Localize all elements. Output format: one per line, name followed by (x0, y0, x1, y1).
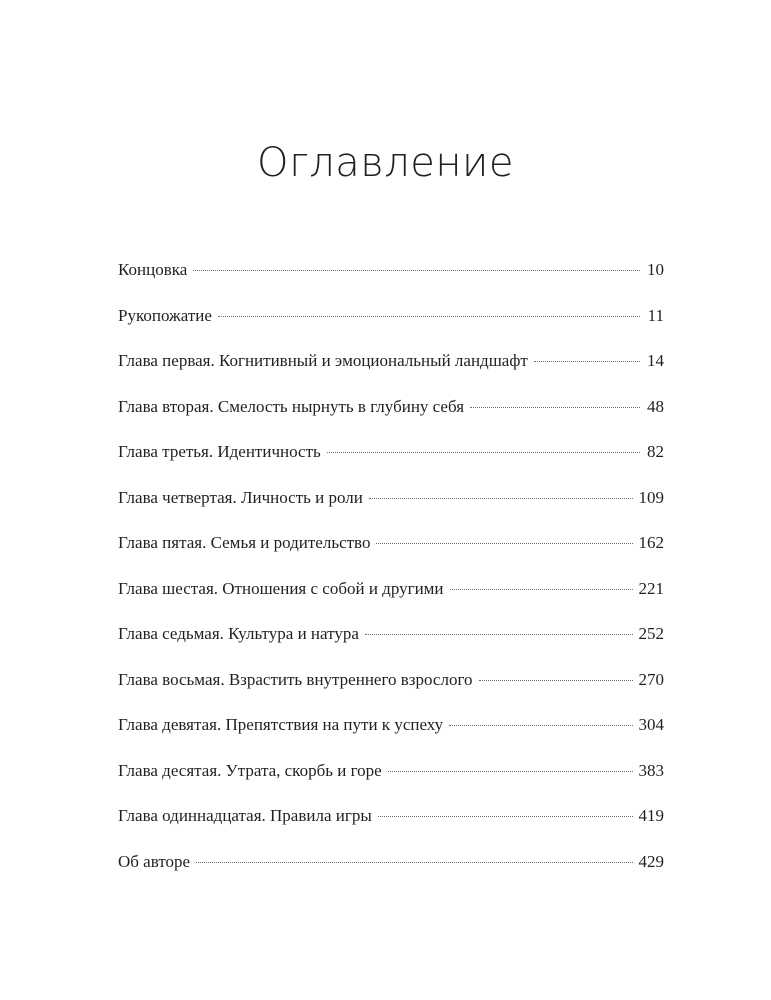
toc-page-number: 162 (638, 533, 664, 552)
dot-leader (196, 862, 632, 863)
toc-page-number: 252 (638, 624, 664, 643)
dot-leader (369, 498, 633, 499)
toc-entry (118, 484, 664, 530)
toc-entry (118, 802, 664, 848)
toc-entry-title: Глава седьмая. Культура и натура (118, 624, 359, 643)
toc-entry-title: Об авторе (118, 851, 191, 871)
dot-leader (534, 361, 640, 362)
toc-entry (118, 393, 664, 439)
toc-page-number: 10 (647, 260, 664, 279)
toc-entry (118, 347, 664, 393)
dot-leader (376, 543, 632, 544)
toc-entry-title: Глава девятая. Препятствия на пути к успеху (118, 715, 444, 734)
toc-entry (118, 666, 664, 712)
toc-entry (118, 256, 664, 302)
dot-leader (470, 407, 640, 408)
toc-page-number: 429 (638, 851, 664, 871)
toc-page-number: 14 (647, 351, 664, 370)
page-title: Оглавление (257, 139, 514, 186)
toc-entry-title: Рукопожатие (118, 305, 212, 325)
toc-entry (118, 575, 664, 621)
dot-leader (378, 816, 633, 817)
toc-entry-title: Глава шестая. Отношения с собой и другими (118, 578, 444, 598)
toc-page-number: 270 (638, 669, 664, 689)
toc-page-number: 304 (638, 715, 664, 734)
toc-entry (118, 302, 664, 348)
toc-entry (118, 438, 664, 484)
toc-entry-title: Глава десятая. Утрата, скорбь и горе (118, 760, 382, 780)
toc-entry-title: Глава пятая. Семья и родительство (118, 533, 371, 552)
toc-entry (118, 848, 664, 894)
toc-entry (118, 711, 664, 757)
toc-entry-title: Глава третья. Идентичность (118, 442, 321, 461)
toc-entry-title: Глава вторая. Смелость нырнуть в глубину себя (118, 396, 465, 416)
dot-leader (193, 270, 640, 271)
dot-leader (450, 589, 633, 590)
dot-leader (479, 680, 633, 681)
dot-leader (218, 316, 640, 317)
toc-entry (118, 757, 664, 803)
toc-page-number: 109 (638, 487, 664, 507)
toc-entry (118, 529, 664, 575)
toc-page-number: 419 (638, 806, 664, 825)
toc-entry-title: Глава четвертая. Личность и роли (118, 487, 363, 507)
toc-page-number: 221 (638, 578, 664, 598)
toc-entry (118, 620, 664, 666)
toc-page-number: 48 (647, 396, 664, 416)
toc-entry-title: Глава одиннадцатая. Правила игры (118, 806, 372, 825)
table-of-contents (118, 256, 664, 893)
toc-entry-title: Концовка (118, 260, 188, 279)
toc-page-number: 11 (647, 305, 664, 325)
dot-leader (365, 634, 633, 635)
toc-entry-title: Глава первая. Когнитивный и эмоциональный ландшафт (118, 351, 528, 370)
toc-entry-title: Глава восьмая. Взрастить внутреннего взрослого (118, 669, 473, 689)
toc-page-number: 383 (638, 760, 664, 780)
toc-page-number: 82 (647, 442, 664, 461)
dot-leader (449, 725, 632, 726)
dot-leader (327, 452, 640, 453)
dot-leader (388, 771, 633, 772)
